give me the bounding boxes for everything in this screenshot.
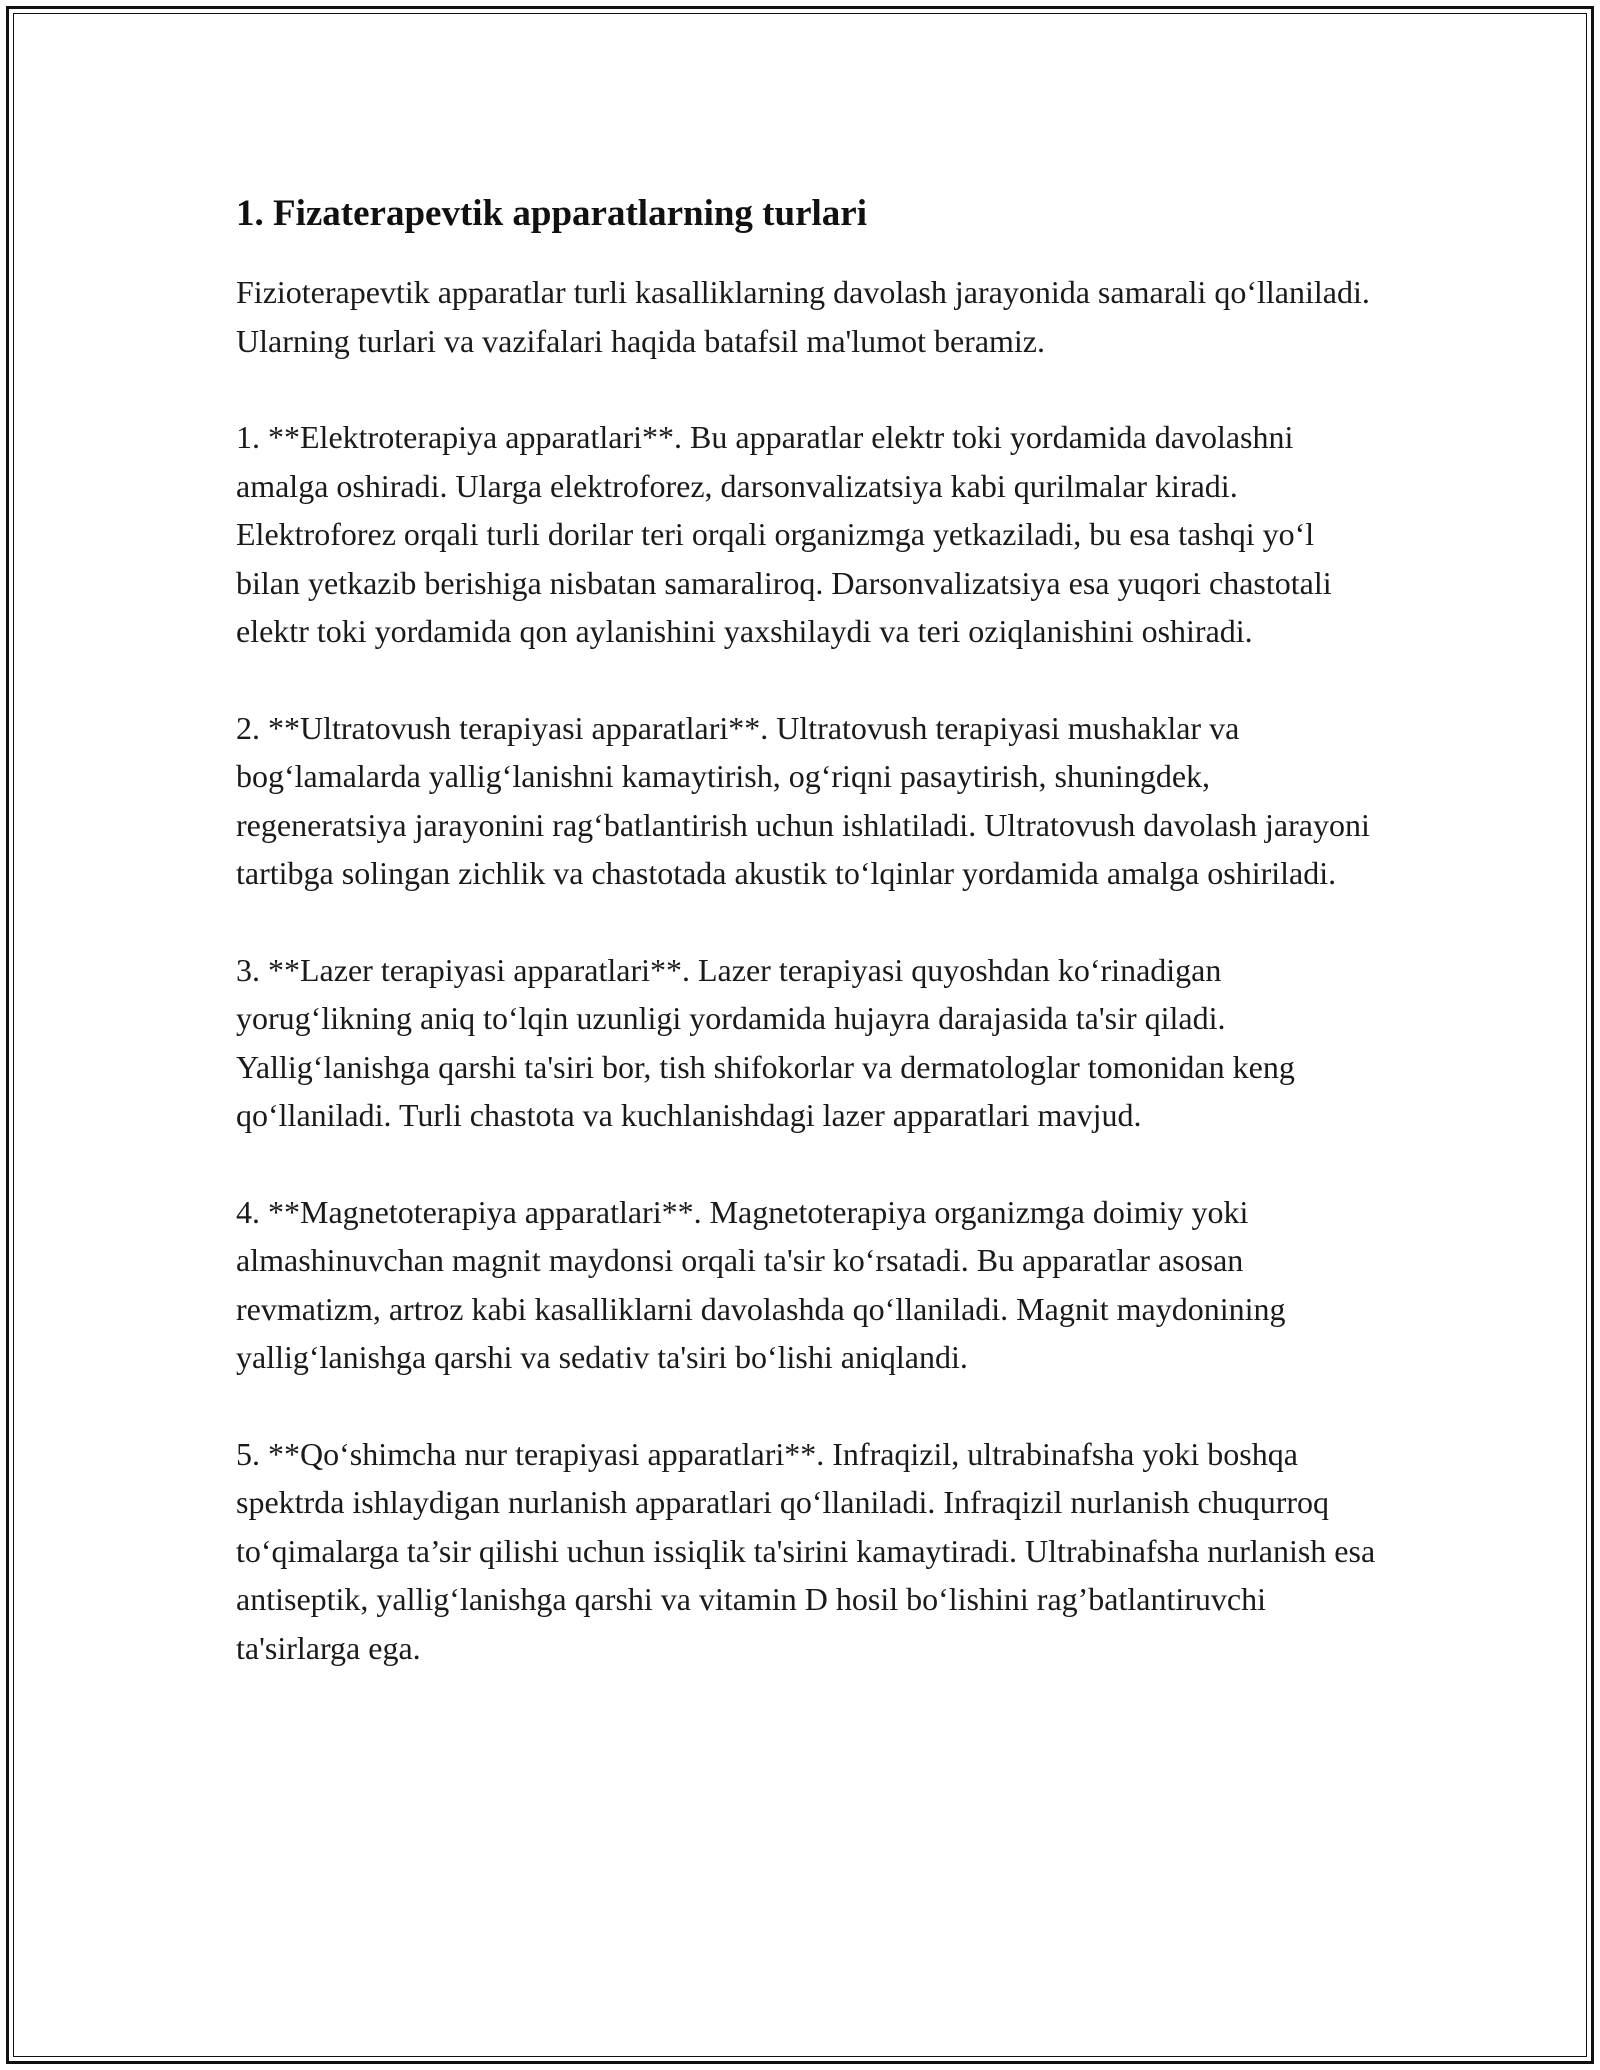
paragraph-light-therapy: 5. **Qo‘shimcha nur terapiyasi apparatlari**. Infraqizil, ultrabinafsha yoki boshqa spektrda ishlaydigan nurlanish apparatlari qo‘llaniladi. Infraqizil nurlanish chuqurroq to‘qimalarga ta’sir qilishi uchun issiqlik ta'sirini kamaytiradi. Ultrabinafsha nurlanish esa antiseptik, yallig‘lanishga qarshi va vitamin D hosil bo‘lishini rag’batlantiruvchi ta'sirlarga ega. xyxy=(236,1435,1376,1666)
paragraph-ultrasound-therapy: 2. **Ultratovush terapiyasi apparatlari**. Ultratovush terapiyasi mushaklar va bog‘lamalarda yallig‘lanishni kamaytirish, og‘riqni pasaytirish, shuningdek, regeneratsiya jarayonini rag‘batlantirish uchun ishlatiladi. Ultratovush davolash jarayoni tartibga solingan zichlik va chastotada akustik to‘lqinlar yordamida amalga oshiriladi. xyxy=(236,709,1370,891)
paragraph-electrotherapy: 1. **Elektroterapiya apparatlari**. Bu apparatlar elektr toki yordamida davolashni amalga oshiradi. Ularga elektroforez, darsonvalizatsiya kabi qurilmalar kiradi. Elektroforez orqali turli dorilar teri orqali organizmga yetkaziladi, bu esa tashqi yo‘l bilan yetkazib berishiga nisbatan samaraliroq. Darsonvalizatsiya esa yuqori chastotali elektr toki yordamida qon aylanishini yaxshilaydi va teri oziqlanishini oshiradi. xyxy=(236,419,1332,649)
intro-paragraph: Fizioterapevtik apparatlar turli kasalliklarning davolash jarayonida samarali qo‘llaniladi. Ularning turlari va vazifalari haqida batafsil ma'lumot beramiz. xyxy=(236,274,1370,359)
paragraph-laser-therapy: 3. **Lazer terapiyasi apparatlari**. Lazer terapiyasi quyoshdan ko‘rinadigan yorug‘likning aniq to‘lqin uzunligi yordamida hujayra darajasida ta'sir qiladi. Yallig‘lanishga qarshi ta'siri bor, tish shifokorlar va dermatologlar tomonidan keng qo‘llaniladi. Turli chastota va kuchlanishdagi lazer apparatlari mavjud. xyxy=(236,951,1295,1133)
document-title: 1. Fizaterapevtik apparatlarning turlari xyxy=(236,193,867,234)
document-body xyxy=(236,188,1376,1720)
paragraph-magnetotherapy: 4. **Magnetoterapiya apparatlari**. Magnetoterapiya organizmga doimiy yoki almashinuvchan magnit maydonsi orqali ta'sir ko‘rsatadi. Bu apparatlar asosan revmatizm, artroz kabi kasalliklarni davolashda qo‘llaniladi. Magnit maydonining yallig‘lanishga qarshi va sedativ ta'siri bo‘lishi aniqlandi. xyxy=(236,1193,1286,1375)
